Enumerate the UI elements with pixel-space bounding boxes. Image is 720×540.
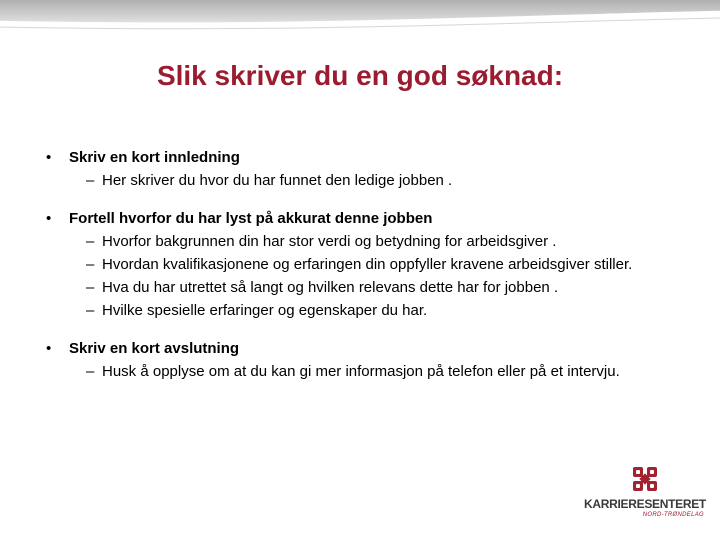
bullet-heading	[42, 148, 682, 168]
sub-bullet-text: Hvorfor bakgrunnen din har stor verdi og betydning for arbeidsgiver .	[102, 233, 557, 250]
logo-name: KARRIERESENTERET	[584, 497, 706, 511]
sub-bullet	[42, 256, 702, 274]
bullet-dot: •	[46, 149, 52, 166]
bullet-heading-text: Fortell hvorfor du har lyst på akkurat denne jobben	[69, 210, 433, 227]
bullet-heading	[42, 209, 682, 229]
bullet-dot: •	[46, 340, 52, 357]
sub-bullet-text: Hvilke spesielle erfaringer og egenskaper du har.	[102, 302, 428, 319]
logo-region: NORD-TRØNDELAG	[642, 512, 704, 518]
sub-bullet-text: Husk å opplyse om at du kan gi mer informasjon på telefon eller på et intervju.	[102, 363, 620, 380]
sub-bullet	[42, 302, 702, 320]
sub-bullet-dash: –	[86, 233, 95, 250]
sub-bullet-dash: –	[86, 256, 95, 273]
sub-bullet-text: Hvordan kvalifikasjonene og erfaringen din oppfyller kravene arbeidsgiver stiller.	[102, 256, 633, 273]
logo-knot-icon	[632, 466, 658, 492]
sub-bullet	[42, 172, 702, 190]
sub-bullet-dash: –	[86, 172, 95, 189]
bullet-heading	[42, 339, 682, 359]
section-intro	[42, 148, 682, 190]
sub-bullet-dash: –	[86, 302, 95, 319]
top-decoration-band	[0, 0, 720, 36]
karrieresenteret-logo	[582, 466, 708, 526]
slide-title: Slik skriver du en god søknad:	[156, 60, 564, 91]
sub-bullet	[42, 233, 702, 251]
section-closing	[42, 339, 682, 381]
sub-bullet-dash: –	[86, 279, 95, 296]
bullet-heading-text: Skriv en kort avslutning	[69, 340, 240, 357]
bullet-list	[42, 148, 682, 400]
bullet-dot: •	[46, 210, 52, 227]
sub-bullet	[42, 279, 702, 297]
sub-bullet-text: Hva du har utrettet så langt og hvilken relevans dette har for jobben .	[102, 279, 559, 296]
sub-bullet-text: Her skriver du hvor du har funnet den ledige jobben .	[102, 172, 453, 189]
sub-bullet-dash: –	[86, 363, 95, 380]
section-motivation	[42, 209, 682, 320]
bullet-heading-text: Skriv en kort innledning	[69, 149, 240, 166]
sub-bullet	[42, 363, 622, 381]
